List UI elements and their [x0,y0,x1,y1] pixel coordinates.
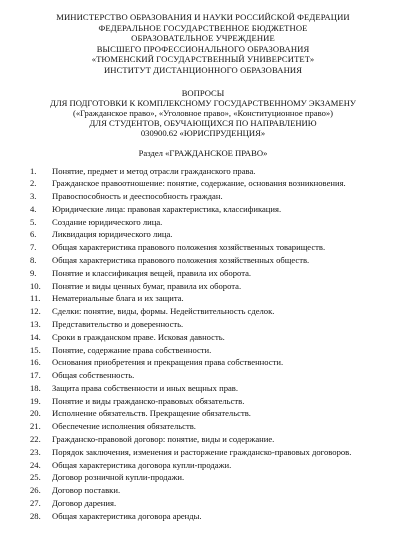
question-number: 7. [30,242,37,253]
header-line-education: ВЫСШЕГО ПРОФЕССИОНАЛЬНОГО ОБРАЗОВАНИЯ [96,43,310,54]
questions-list [30,166,376,521]
question-text: Понятие и виды ценных бумаг, правила их оборота. [52,280,242,291]
question-number: 25. [30,472,41,483]
question-item [30,281,376,291]
question-number: 10. [30,280,41,291]
header-line-federal: ФЕДЕРАЛЬНОЕ ГОСУДАРСТВЕННОЕ БЮДЖЕТНОЕ [98,22,308,33]
header-line-ministry: МИНИСТЕРСТВО ОБРАЗОВАНИЯ И НАУКИ РОССИЙСКОЙ ФЕДЕРАЦИИ [56,12,350,22]
question-item [30,511,376,521]
question-item [30,306,376,316]
question-item [30,217,376,227]
question-text: Договор дарения. [52,497,117,508]
question-text: Сроки в гражданском праве. Исковая давность. [52,331,225,342]
question-text: Понятие, содержание права собственности. [52,344,212,355]
question-text: Обеспечение исполнения обязательств. [52,421,196,432]
question-text: Исполнение обязательств. Прекращение обязательств. [52,408,251,419]
question-text: Общая характеристика договора купли-продажи. [52,459,232,470]
question-item [30,191,376,201]
question-text: Правоспособность и дееспособность граждан. [52,191,223,202]
question-item [30,357,376,367]
question-number: 13. [30,318,41,329]
question-number: 1. [30,165,37,176]
header-line-university: «ТЮМЕНСКИЙ ГОСУДАРСТВЕННЫЙ УНИВЕРСИТЕТ» [91,54,315,65]
title-line-questions: ВОПРОСЫ [181,87,225,98]
question-number: 19. [30,395,41,406]
question-text: Защита права собственности и иных вещных прав. [52,382,239,393]
question-number: 11. [30,293,41,304]
question-number: 9. [30,267,37,278]
question-number: 22. [30,433,41,444]
section-title: Раздел «ГРАЖДАНСКОЕ ПРАВО» [138,147,268,158]
question-item [30,434,376,444]
header-line-institute: ИНСТИТУТ ДИСТАНЦИОННОГО ОБРАЗОВАНИЯ [103,64,303,75]
question-text: Представительство и доверенность. [52,318,184,329]
question-item [30,408,376,418]
question-number: 12. [30,306,41,317]
title-line-purpose: ДЛЯ ПОДГОТОВКИ К КОМПЛЕКСНОМУ ГОСУДАРСТВЕННОМУ ЭКЗАМЕНУ [49,97,356,108]
question-item [30,396,376,406]
question-number: 14. [30,331,41,342]
question-number: 6. [30,229,37,240]
question-number: 4. [30,203,37,214]
title-line-students: ДЛЯ СТУДЕНТОВ, ОБУЧАЮЩИХСЯ ПО НАПРАВЛЕНИЮ [89,117,317,128]
question-item [30,485,376,495]
question-item [30,293,376,303]
question-item [30,229,376,239]
question-item [30,383,376,393]
question-number: 27. [30,497,41,508]
title-line-subjects: («Гражданское право», «Уголовное право», «Конституционное право») [72,107,334,118]
question-item [30,268,376,278]
question-text: Общая собственность. [52,370,135,381]
question-text: Договор розничной купли-продажи. [52,472,185,483]
question-text: Создание юридического лица. [52,216,163,227]
question-number: 20. [30,408,41,419]
question-item [30,460,376,470]
question-text: Понятие и виды гражданско-правовых обязательств. [52,395,245,406]
question-text: Договор поставки. [52,485,121,496]
question-number: 5. [30,216,37,227]
question-item [30,345,376,355]
question-text: Общая характеристика правового положения хозяйственных обществ. [52,255,310,266]
title-line-program: 030900.62 «ЮРИСПРУДЕНЦИЯ» [140,127,266,138]
question-item [30,332,376,342]
question-number: 21. [30,421,41,432]
question-item [30,472,376,482]
question-text: Понятие и классификация вещей, правила их оборота. [52,267,252,278]
question-item [30,319,376,329]
question-text: Понятие, предмет и метод отрасли гражданского права. [52,165,256,176]
question-text: Нематериальные блага и их защита. [52,293,184,304]
question-number: 24. [30,459,41,470]
question-item [30,498,376,508]
document-title [30,88,376,138]
question-number: 26. [30,485,41,496]
question-text: Гражданское правоотношение: понятие, содержание, основания возникновения. [52,178,346,189]
question-text: Порядок заключения, изменения и расторжение гражданско-правовых договоров. [52,446,352,457]
question-number: 23. [30,446,41,457]
question-item [30,447,376,457]
question-number: 16. [30,357,41,368]
question-item [30,204,376,214]
question-item [30,178,376,188]
question-text: Общая характеристика правового положения хозяйственных товариществ. [52,242,326,253]
document-header [30,12,376,76]
question-item [30,255,376,265]
question-text: Сделки: понятие, виды, формы. Недействительность сделок. [52,306,275,317]
question-item [30,242,376,252]
question-text: Основания приобретения и прекращения права собственности. [52,357,284,368]
question-number: 28. [30,510,41,521]
question-number: 17. [30,370,41,381]
question-item [30,166,376,176]
question-text: Гражданско-правовой договор: понятие, виды и содержание. [52,433,275,444]
question-item [30,370,376,380]
question-text: Юридические лица: правовая характеристика, классификация. [52,203,282,214]
header-line-institution: ОБРАЗОВАТЕЛЬНОЕ УЧРЕЖДЕНИЕ [131,33,275,44]
question-number: 15. [30,344,41,355]
question-number: 3. [30,191,37,202]
question-number: 8. [30,255,37,266]
question-text: Ликвидация юридического лица. [52,229,173,240]
question-text: Общая характеристика договора аренды. [52,510,202,521]
question-number: 18. [30,382,41,393]
question-number: 2. [30,178,37,189]
question-item [30,421,376,431]
